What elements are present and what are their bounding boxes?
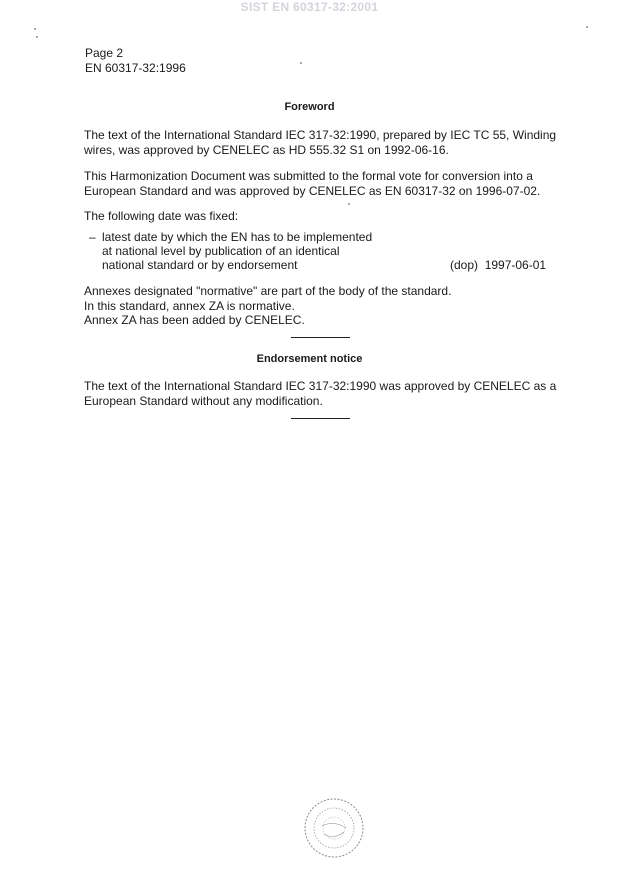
stamp-seal-icon (302, 796, 366, 860)
dop-entry (450, 258, 546, 272)
text-line: at national level by publication of an identical (102, 244, 340, 258)
date-list-item (89, 230, 559, 272)
scan-speck (348, 203, 350, 205)
text-line: Annex ZA has been added by CENELEC. (84, 313, 305, 327)
text-line: Annexes designated "normative" are part of the body of the standard. (84, 284, 452, 298)
text-line: The following date was fixed: (84, 209, 239, 223)
scan-speck (300, 62, 302, 64)
page-header (85, 46, 186, 76)
endorsement-heading: Endorsement notice (256, 353, 363, 365)
document-id: EN 60317-32:1996 (85, 61, 186, 75)
foreword-paragraph-4 (84, 284, 564, 328)
text-line: European Standard and was approved by CENELEC as EN 60317-32 on 1996-07-02. (84, 183, 541, 198)
watermark: SIST EN 60317-32:2001 (240, 0, 379, 14)
text-line: This Harmonization Document was submitted to the formal vote for conversion into a (84, 169, 533, 183)
foreword-paragraph-3 (84, 209, 564, 224)
dop-date: 1997-06-01 (484, 258, 547, 272)
text-line: latest date by which the EN has to be implemented (102, 230, 373, 244)
foreword-paragraph-2 (84, 169, 564, 198)
foreword-paragraph-1 (84, 128, 564, 157)
section-divider (291, 337, 350, 338)
dash-bullet: – (89, 230, 96, 244)
text-line: national standard or by endorsement (102, 258, 298, 272)
end-divider (291, 418, 350, 419)
scan-speck (586, 26, 588, 28)
scan-speck (36, 36, 38, 38)
text-line: European Standard without any modification. (84, 393, 323, 408)
text-line: The text of the International Standard IEC 317-32:1990, prepared by IEC TC 55, Winding (84, 128, 557, 142)
dop-label: (dop) (450, 258, 479, 272)
text-line: In this standard, annex ZA is normative. (84, 298, 295, 313)
text-line: The text of the International Standard IEC 317-32:1990 was approved by CENELEC as a (84, 379, 557, 393)
text-line: wires, was approved by CENELEC as HD 555.32 S1 on 1992-06-16. (84, 142, 449, 157)
foreword-heading: Foreword (284, 101, 335, 113)
endorsement-paragraph (84, 379, 564, 408)
scan-speck (34, 28, 36, 30)
page-number: Page 2 (85, 46, 124, 60)
